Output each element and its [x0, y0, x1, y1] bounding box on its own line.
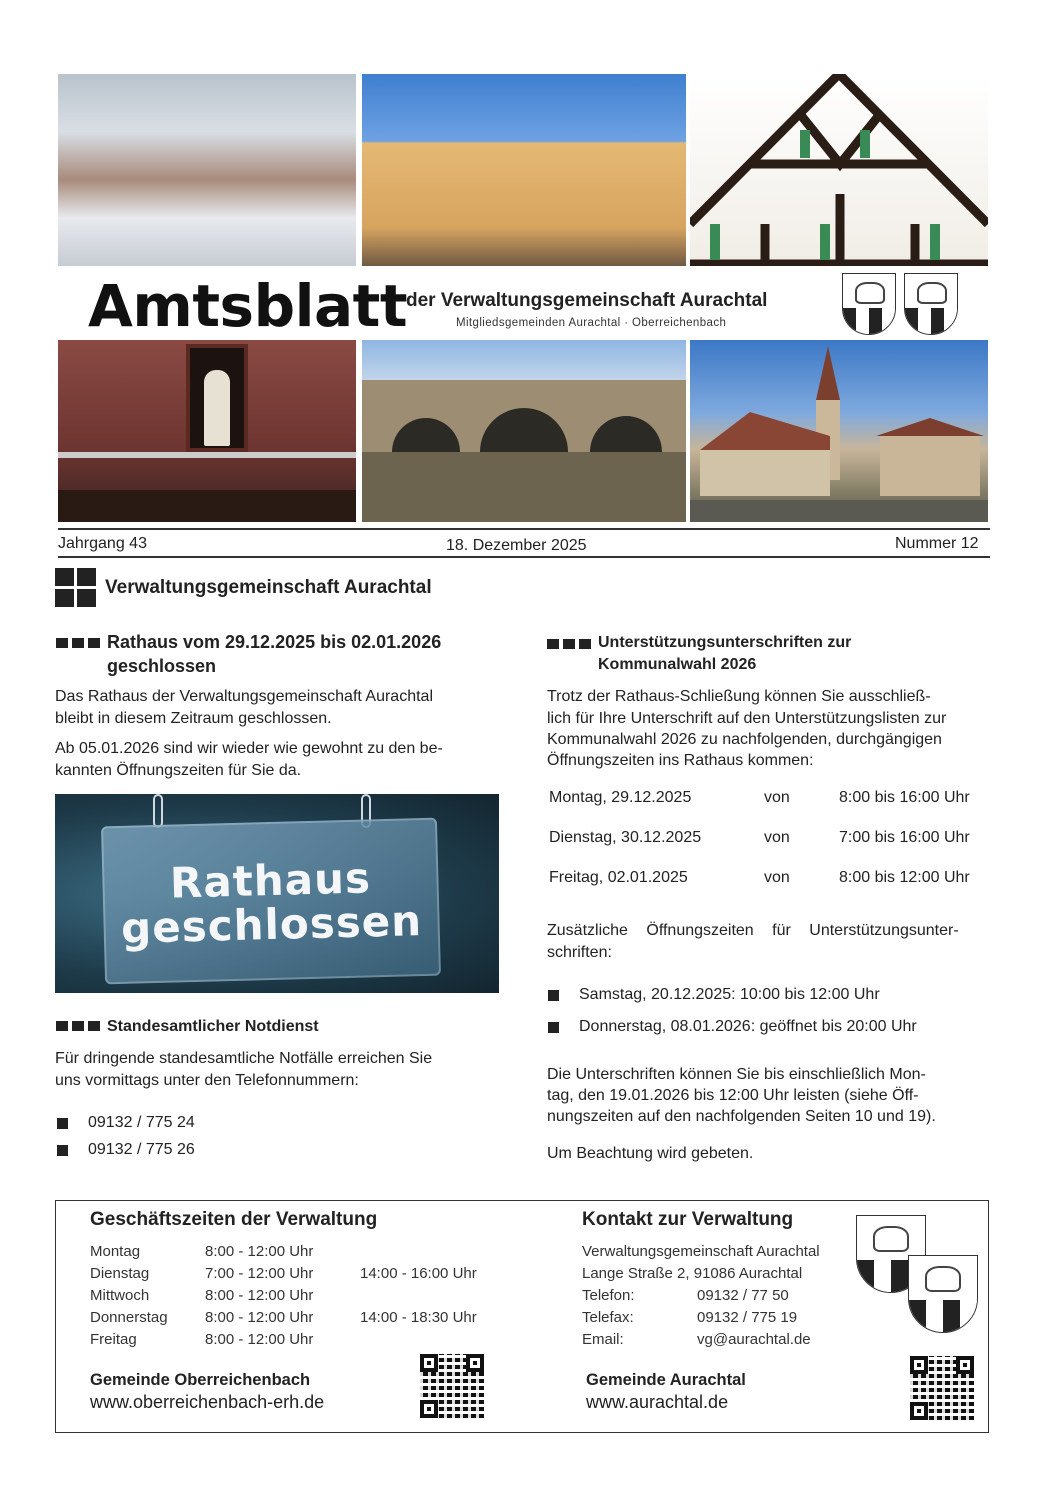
contact-org: Verwaltungsgemeinschaft Aurachtal: [582, 1243, 820, 1260]
office-am: 8:00 - 12:00 Uhr: [205, 1243, 314, 1260]
closed-sign: [101, 818, 441, 985]
closed-sign-image: [55, 794, 499, 993]
schedule-from: von: [764, 869, 790, 886]
masthead-members: Mitgliedsgemeinden Aurachtal · Oberreichenbach: [456, 317, 727, 329]
deadline-text: nungszeiten auf den nachfolgenden Seiten 10 und 19).: [547, 1108, 936, 1125]
schedule-time: 8:00 bis 16:00 Uhr: [839, 789, 970, 806]
masthead-title: Amtsblatt: [88, 272, 408, 340]
office-day: Montag: [90, 1243, 141, 1260]
schedule-time: 8:00 bis 12:00 Uhr: [839, 869, 970, 886]
extra-hours-text: schriften:: [547, 944, 612, 961]
photo-town-hall: [362, 74, 686, 266]
office-am: 8:00 - 12:00 Uhr: [205, 1287, 314, 1304]
heading-squares-icon: [547, 639, 591, 649]
photo-half-timbered-house: [690, 74, 988, 266]
bottom-rule: [58, 556, 990, 558]
photo-stone-bridge: [362, 340, 686, 522]
bullet-icon: [57, 1118, 68, 1129]
closure-heading: Rathaus vom 29.12.2025 bis 02.01.2026: [107, 632, 442, 652]
contact-phone[interactable]: 09132 / 77 50: [697, 1287, 789, 1304]
extra-hours-item: Donnerstag, 08.01.2026: geöffnet bis 20:00 Uhr: [579, 1018, 917, 1035]
office-am: 8:00 - 12:00 Uhr: [205, 1309, 314, 1326]
closure-text: Das Rathaus der Verwaltungsgemeinschaft Aurachtal: [55, 688, 433, 705]
office-day: Freitag: [90, 1331, 137, 1348]
office-am: 8:00 - 12:00 Uhr: [205, 1331, 314, 1348]
bullet-icon: [548, 1022, 559, 1033]
link-right-name: Gemeinde Aurachtal: [586, 1371, 746, 1389]
extra-hours-item: Samstag, 20.12.2025: 10:00 bis 12:00 Uhr: [579, 986, 880, 1003]
schedule-day: Dienstag, 30.12.2025: [549, 829, 702, 846]
schedule-day: Montag, 29.12.2025: [549, 789, 692, 806]
support-text: Trotz der Rathaus-Schließung können Sie ausschließ-: [547, 688, 931, 705]
link-left-name: Gemeinde Oberreichenbach: [90, 1371, 311, 1389]
support-text: Kommunalwahl 2026 zu nachfolgenden, durchgängigen: [547, 731, 942, 748]
emergency-phone: 09132 / 775 26: [88, 1141, 195, 1158]
schedule-day: Freitag, 02.01.2025: [549, 869, 688, 886]
closing-text: Um Beachtung wird gebeten.: [547, 1145, 754, 1162]
office-am: 7:00 - 12:00 Uhr: [205, 1265, 314, 1282]
qr-code-icon[interactable]: [420, 1354, 484, 1418]
top-rule: [58, 528, 990, 530]
reopen-text: kannten Öffnungszeiten für Sie da.: [55, 762, 302, 779]
coat-of-arms-oberreichenbach-icon: [908, 1255, 978, 1333]
contact-email-label: Email:: [582, 1331, 624, 1348]
qr-code-icon[interactable]: [910, 1356, 974, 1420]
issue-number: Nummer 12: [895, 535, 979, 552]
deadline-text: Die Unterschriften können Sie bis einschließlich Mon-: [547, 1066, 926, 1083]
sign-text: geschlossen: [120, 896, 423, 953]
support-text: lich für Ihre Unterschrift auf den Unterstützungslisten zur: [547, 710, 947, 727]
office-pm: 14:00 - 16:00 Uhr: [360, 1265, 477, 1282]
contact-fax: 09132 / 775 19: [697, 1309, 798, 1326]
reopen-text: Ab 05.01.2026 sind wir wieder wie gewohnt zu den be-: [55, 740, 443, 757]
heading-squares-icon: [56, 638, 100, 648]
contact-fax-label: Telefax:: [582, 1309, 634, 1326]
bullet-icon: [57, 1145, 68, 1156]
closure-heading-2: geschlossen: [107, 656, 217, 676]
extra-hours-text: Zusätzliche Öffnungszeiten für Unterstützungsunter-: [547, 922, 959, 939]
emergency-phone: 09132 / 775 24: [88, 1114, 195, 1131]
office-day: Mittwoch: [90, 1287, 150, 1304]
contact-phone-label: Telefon:: [582, 1287, 635, 1304]
section-title: Verwaltungsgemeinschaft Aurachtal: [105, 577, 432, 598]
sign-text: Rathaus: [169, 853, 372, 908]
issue-date: 18. Dezember 2025: [446, 537, 587, 554]
section-squares-icon: [55, 568, 97, 608]
coat-of-arms-oberreichenbach-icon: [904, 273, 958, 335]
photo-snowy-town: [58, 74, 356, 266]
emergency-heading: Standesamtlicher Notdienst: [107, 1018, 319, 1035]
info-box: [55, 1200, 989, 1433]
bullet-icon: [548, 990, 559, 1001]
schedule-time: 7:00 bis 16:00 Uhr: [839, 829, 970, 846]
issue-volume: Jahrgang 43: [58, 535, 147, 552]
contact-email[interactable]: vg@aurachtal.de: [697, 1331, 811, 1348]
coat-of-arms-aurachtal-icon: [842, 273, 896, 335]
contact-address: Lange Straße 2, 91086 Aurachtal: [582, 1265, 803, 1282]
schedule-from: von: [764, 829, 790, 846]
heading-squares-icon: [56, 1021, 100, 1031]
closure-text: bleibt in diesem Zeitraum geschlossen.: [55, 710, 332, 727]
contact-heading: Kontakt zur Verwaltung: [582, 1209, 794, 1230]
support-text: Öffnungszeiten ins Rathaus kommen:: [547, 752, 814, 769]
office-day: Dienstag: [90, 1265, 150, 1282]
office-pm: 14:00 - 18:30 Uhr: [360, 1309, 477, 1326]
schedule-from: von: [764, 789, 790, 806]
deadline-text: tag, den 19.01.2026 bis 12:00 Uhr leisten (siehe Öff-: [547, 1087, 919, 1104]
photo-window-angel: [58, 340, 356, 522]
photo-church: [690, 340, 988, 522]
support-heading-2: Kommunalwahl 2026: [598, 656, 757, 673]
emergency-text: uns vormittags unter den Telefonnummern:: [55, 1072, 359, 1089]
office-day: Donnerstag: [90, 1309, 168, 1326]
link-right-url[interactable]: www.aurachtal.de: [586, 1392, 729, 1412]
masthead-subtitle: der Verwaltungsgemeinschaft Aurachtal: [406, 290, 768, 311]
emergency-text: Für dringende standesamtliche Notfälle erreichen Sie: [55, 1050, 433, 1067]
office-hours-heading: Geschäftszeiten der Verwaltung: [90, 1209, 378, 1230]
support-heading: Unterstützungsunterschriften zur: [598, 634, 852, 651]
link-left-url[interactable]: www.oberreichenbach-erh.de: [90, 1392, 325, 1412]
